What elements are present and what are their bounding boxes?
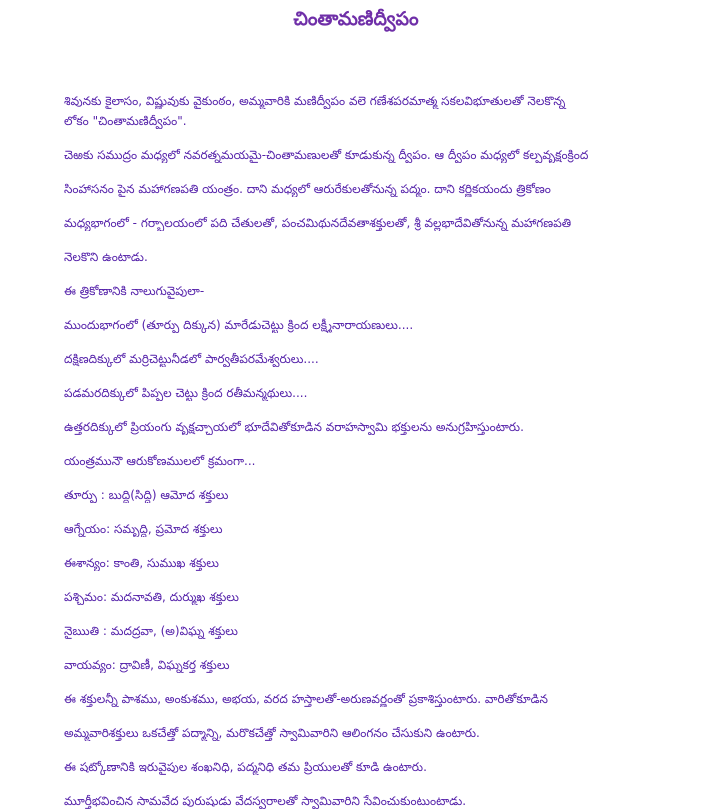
text-line: ఉత్తరదిక్కులో ప్రియంగు వృక్షచ్ఛాయలో భూదేవితోకూడిన వరాహస్వామి భక్తులను అనుగ్రహిస్తుంటారు.	[64, 420, 524, 434]
text-line: పడమరదిక్కులో పిప్పల చెట్టు క్రింద రతీమన్మథులు....	[64, 386, 308, 400]
document-body	[64, 93, 704, 809]
text-line: సింహాసనం పైన మహాగణపతి యంత్రం. దాని మధ్యలో ఆరురేకులతోనున్న పద్మం. దాని కర్ణికయందు త్రికోణం	[64, 182, 551, 196]
text-line: చెఱకు సముద్రం మధ్యలో నవరత్నమయమై-చింతామణులతో కూడుకున్న ద్వీపం. ఆ ద్వీపం మధ్యలో కల్పవృక్షంక్రింద	[64, 148, 589, 162]
page-title: చింతామణిద్వీపం	[293, 8, 419, 30]
text-line: నెలకొని ఉంటాడు.	[64, 250, 148, 264]
text-line: వాయవ్యం: ద్రావిణీ, విఘ్నకర్త శక్తులు	[64, 658, 230, 672]
text-line: మూర్తీభవించిన సామవేద పురుషుడు వేదస్వరాలతో స్వామివారిని సేవించుకుంటుంటాడు.	[64, 794, 467, 808]
text-line: ఈ త్రికోణానికి నాలుగువైపులా-	[64, 284, 205, 298]
text-line: ఈశాన్యం: కాంతి, సుముఖ శక్తులు	[64, 556, 219, 570]
text-line: శివునకు కైలాసం, విష్ణువుకు వైకుంఠం, అమ్మవారికి మణిద్వీపం వలె గణేశపరమాత్మ సకలవిభూతులతో నెలకొన్న	[64, 94, 566, 108]
text-line: యంత్రమునౌ ఆరుకోణములలో క్రమంగా...	[64, 454, 256, 468]
text-line: ముందుభాగంలో (తూర్పు దిక్కున) మారేడుచెట్టు క్రింద లక్ష్మీనారాయణులు....	[64, 318, 414, 332]
text-line: ఈ షట్కోణానికి ఇరువైపుల శంఖనిధి, పద్మనిధి తమ ప్రియులతో కూడి ఉంటారు.	[64, 760, 427, 774]
text-line: మధ్యభాగంలో - గర్భాలయంలో పది చేతులతో, పంచమిథునదేవతాశక్తులతో, శ్రీ వల్లభాదేవితోనున్న మహాగణపతి	[64, 216, 572, 230]
text-line: లోకం "చింతామణిద్వీపం".	[64, 114, 187, 128]
text-line: దక్షిణదిక్కులో మర్రిచెట్టునీడలో పార్వతీపరమేశ్వరులు....	[64, 352, 319, 366]
text-line: పశ్చిమం: మదనావతి, దుర్ముఖ శక్తులు	[64, 590, 239, 604]
paragraph-intro	[64, 93, 704, 129]
paragraph-island-description	[64, 147, 704, 265]
text-line: ఈ శక్తులన్నీ పాశము, అంకుశము, అభయ, వరద హస్తాలతో-అరుణవర్ణంతో ప్రకాశిస్తుంటారు. వారితోకూడిన	[64, 692, 548, 706]
paragraph-shaktis	[64, 691, 704, 741]
text-line: నైఋతి : మదద్రవా, (అ)విఘ్న శక్తులు	[64, 624, 238, 638]
text-line: ఆగ్నేయం: సమృద్ధి, ప్రమోద శక్తులు	[64, 522, 223, 536]
text-line: తూర్పు : బుద్ధి(సిద్ధి) ఆమోద శక్తులు	[64, 488, 229, 502]
text-line: అమ్మవారిశక్తులు ఒకచేత్తో పద్మాన్ని, మరొకచేత్తో స్వామివారిని ఆలింగనం చేసుకుని ఉంటారు.	[64, 726, 480, 740]
